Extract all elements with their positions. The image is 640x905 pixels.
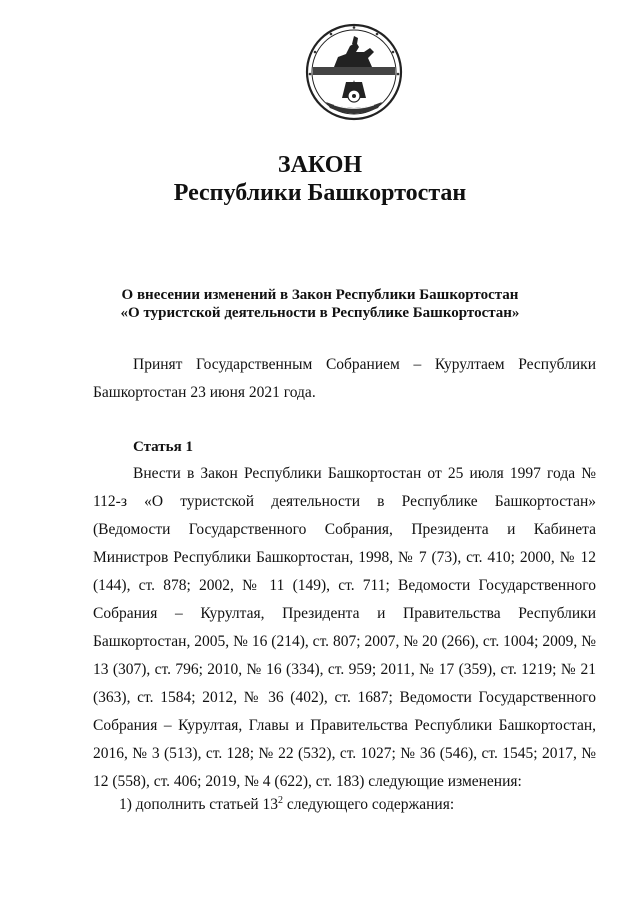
article-body: Внести в Закон Республики Башкортостан от 25 июля 1997 года № 112-з «О туристской деятельности в Республике Башкортостан» (Ведомости Государственного Собрания, Президента и Кабинета Министров Республики Башкортостан, 1998, № 7 (73), ст. 410; 2000, № 12 (144), ст. 878; 2002, № 11 (149), ст. 711; Ведомости Государственного Собрания – Курултая, Президента и Правительства Республики Башкортостан, 2005, № 16 (214), ст. 807; 2007, № 20 (266), ст. 1004; 2009, № 13 (307), ст. 796; 2010, № 16 (334), ст. 959; 2011, № 17 (359), ст. 1219; № 21 (363), ст. 1584; 2012, № 36 (402), ст. 1687; Ведомости Государственного Собрания – Курултая, Главы и Правительства Республики Башкортостан, 2016, № 3 (513), ст. 128; № 22 (532), ст. 1027; № 36 (546), ст. 1545; 2017, № 12 (558), ст. 406; 2019, № 4 (622), ст. 183) следующие изменения: bbox=[93, 465, 596, 790]
document-heading-line-1: О внесении изменений в Закон Республики Башкортостан bbox=[121, 287, 519, 303]
article-title: Статья 1 bbox=[133, 439, 193, 455]
amendment-item-1-suffix: следующего содержания: bbox=[283, 796, 455, 813]
amendment-item-1-superscript: 2 bbox=[278, 794, 284, 806]
bashkortostan-emblem-icon bbox=[304, 22, 404, 122]
adoption-statement: Принят Государственным Собранием – Курултаем Республики Башкортостан 23 июня 2021 года. bbox=[93, 356, 596, 401]
amendment-item-1-prefix: 1) дополнить статьей 13 bbox=[119, 796, 279, 813]
law-subtitle: Республики Башкортостан bbox=[173, 180, 467, 206]
amendment-item-1 bbox=[119, 791, 454, 819]
law-title: ЗАКОН bbox=[277, 152, 363, 178]
document-heading-line-2: «О туристской деятельности в Республике Башкортостан» bbox=[120, 305, 520, 321]
